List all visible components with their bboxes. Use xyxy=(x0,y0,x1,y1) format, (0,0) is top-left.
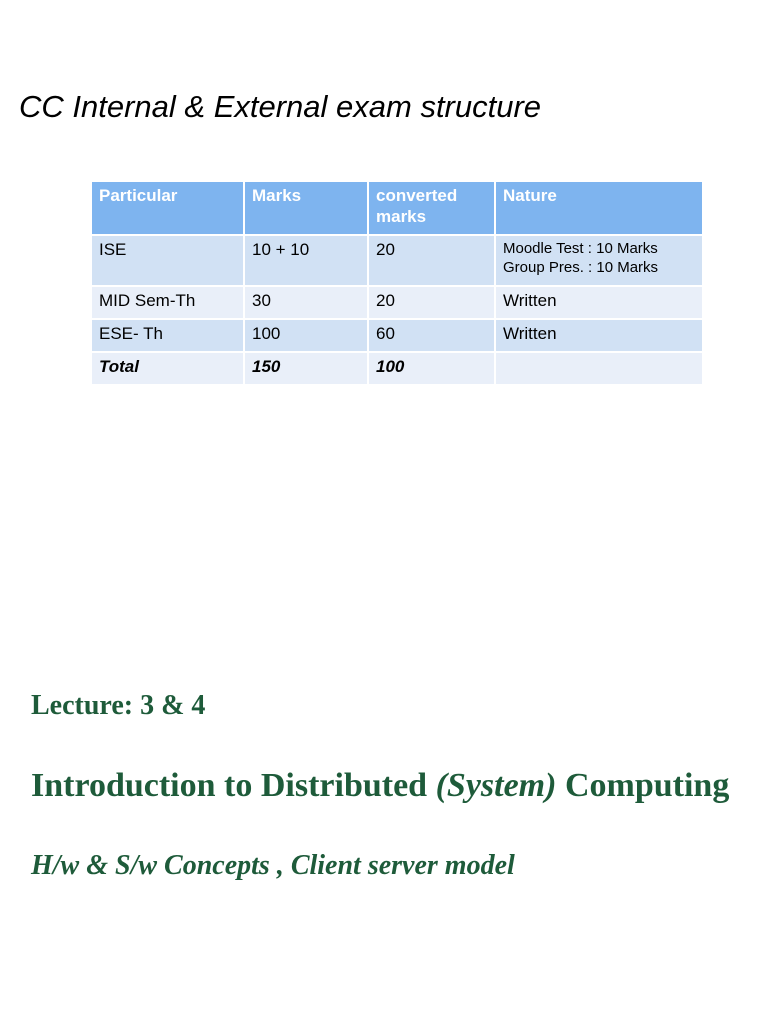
lecture-heading: Lecture: 3 & 4 xyxy=(31,690,206,721)
cell-converted: 60 xyxy=(368,319,495,352)
cell-particular: ESE- Th xyxy=(91,319,244,352)
cell-nature: Written xyxy=(495,286,703,319)
cell-particular: ISE xyxy=(91,235,244,286)
cell-particular: MID Sem-Th xyxy=(91,286,244,319)
header-converted-marks: converted marks xyxy=(368,181,495,235)
cell-nature xyxy=(495,352,703,385)
table-row xyxy=(91,319,703,352)
nature-line: Moodle Test : 10 Marks xyxy=(503,240,658,257)
table-row xyxy=(91,286,703,319)
concepts-subheading: H/w & S/w Concepts , Client server model xyxy=(31,850,515,881)
cell-marks: 30 xyxy=(244,286,368,319)
cell-particular: Total xyxy=(91,352,244,385)
table-row xyxy=(91,235,703,286)
cell-converted: 100 xyxy=(368,352,495,385)
table-header-row xyxy=(91,181,703,235)
cell-converted: 20 xyxy=(368,235,495,286)
exam-structure-table xyxy=(90,180,704,386)
header-nature: Nature xyxy=(495,181,703,235)
cell-marks: 10 + 10 xyxy=(244,235,368,286)
nature-line: Group Pres. : 10 Marks xyxy=(503,259,659,276)
intro-part3: Computing xyxy=(556,767,730,804)
header-particular: Particular xyxy=(91,181,244,235)
cell-nature xyxy=(495,235,703,286)
cell-nature: Written xyxy=(495,319,703,352)
table-row-total xyxy=(91,352,703,385)
cell-marks: 100 xyxy=(244,319,368,352)
intro-heading xyxy=(31,765,729,807)
header-marks: Marks xyxy=(244,181,368,235)
cell-converted: 20 xyxy=(368,286,495,319)
cell-marks: 150 xyxy=(244,352,368,385)
intro-part2: (System) xyxy=(435,767,557,804)
intro-part1: Introduction to Distributed xyxy=(31,767,436,804)
slide-title: CC Internal & External exam structure xyxy=(19,89,542,124)
